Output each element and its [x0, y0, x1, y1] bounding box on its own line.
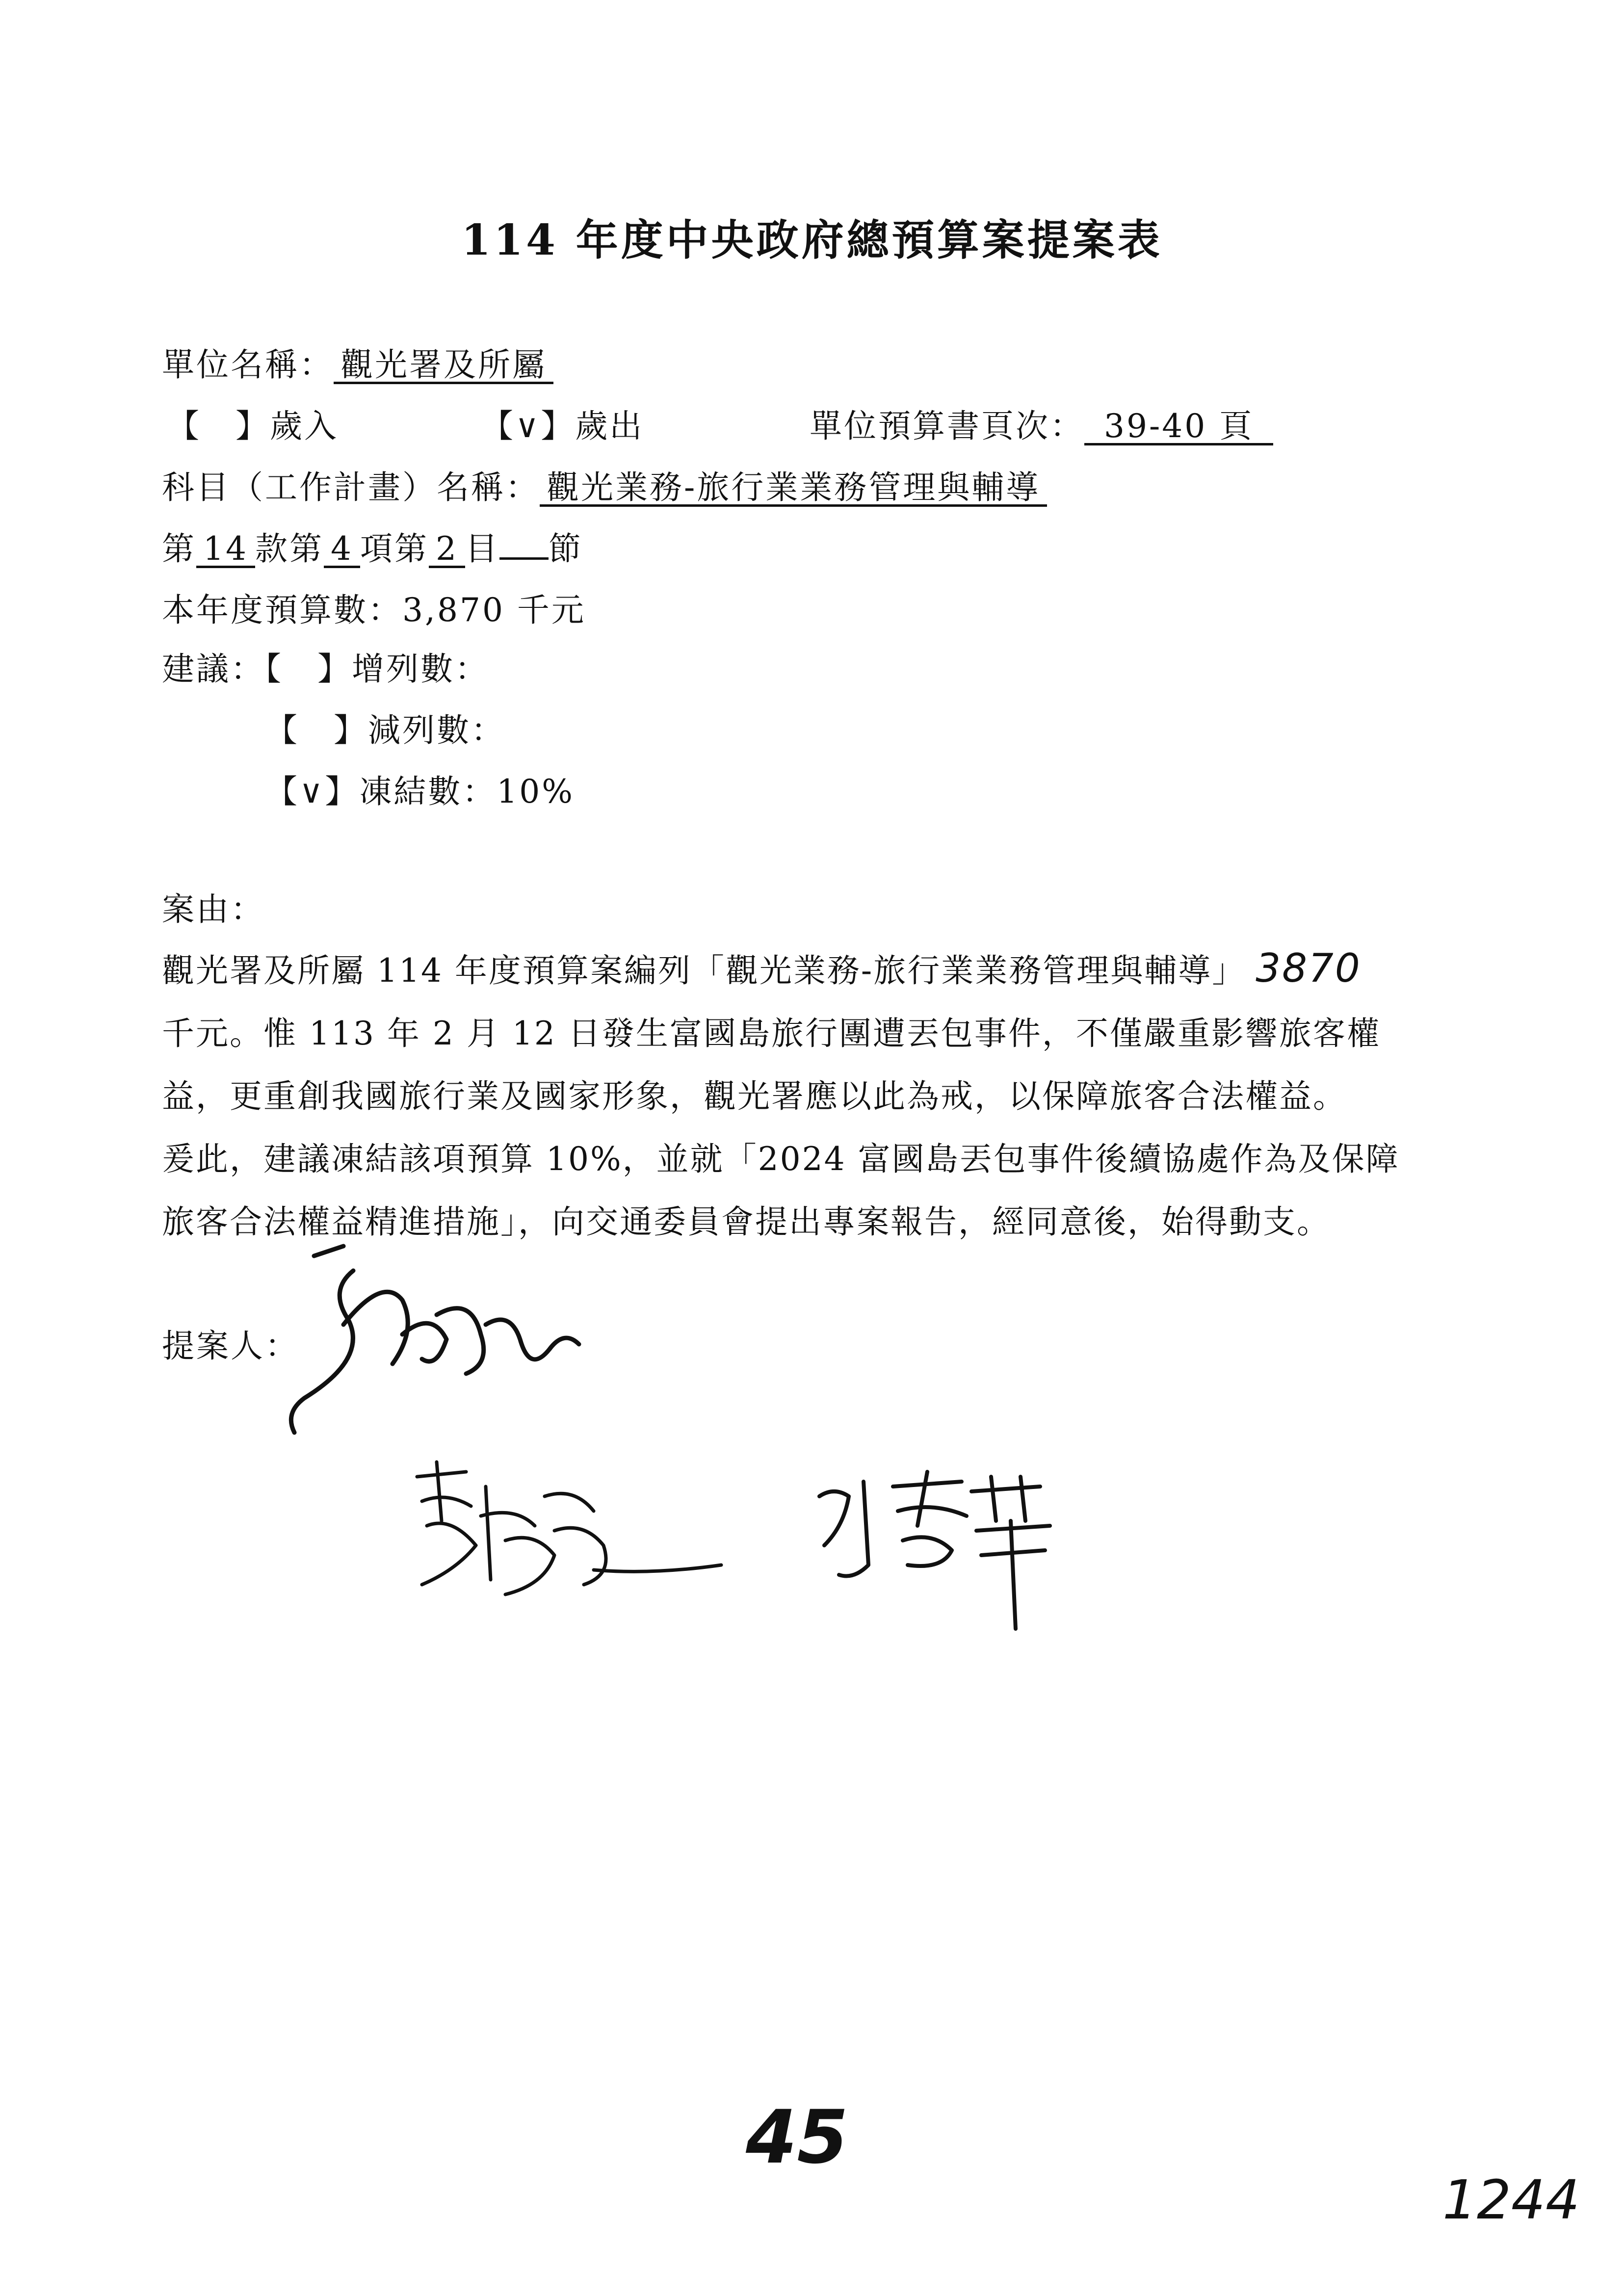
proposer-label: 提案人：: [162, 1327, 299, 1365]
reason-line-1: [162, 937, 1487, 1002]
reason-label: 案由：: [162, 890, 265, 928]
suggest-freeze-row: [265, 765, 575, 812]
unit-name-label: 單位名稱：: [162, 346, 334, 384]
clause-text-5: 節: [548, 530, 583, 568]
clause-row: [162, 522, 583, 569]
reason-line-4: 爰此，建議凍結該項預算 10%，並就「2024 富國島丟包事件後續協處作為及保障: [162, 1140, 1400, 1178]
suggest-increase-row: [162, 643, 489, 689]
clause-jie-blank: [499, 530, 549, 560]
page-reference-value: 39-40 頁: [1084, 409, 1273, 445]
signature-1: [275, 1236, 618, 1457]
clause-text-4: 目: [465, 530, 499, 568]
budget-amount: 本年度預算數：3,870 千元: [162, 591, 586, 629]
clause-xiang: 4: [324, 532, 360, 568]
clause-kuan: 14: [196, 532, 255, 568]
subject-row: [162, 461, 1047, 508]
freeze-label: 凍結數：10%: [359, 773, 575, 810]
signature-2: [407, 1457, 751, 1614]
suggest-label: 建議：: [162, 650, 265, 688]
signature-3: [805, 1467, 1079, 1644]
expense-label: 歲出: [575, 407, 644, 445]
clause-mu: 2: [429, 532, 465, 568]
revenue-label: 歲入: [270, 407, 339, 445]
subject-value: 觀光業務-旅行業業務管理與輔導: [540, 470, 1047, 507]
revenue-checkbox: 【 】: [167, 407, 270, 445]
page-reference: [810, 400, 1273, 446]
clause-text-3: 項第: [360, 530, 429, 568]
increase-label: 增列數：: [352, 650, 489, 688]
clause-text-2: 款第: [255, 530, 324, 568]
suggest-decrease-row: [265, 704, 505, 751]
page-reference-label: 單位預算書頁次：: [810, 407, 1084, 445]
clause-text-1: 第: [162, 530, 196, 568]
freeze-checkbox: 【∨】: [265, 773, 360, 810]
reason-line-5: 旅客合法權益精進措施」，向交通委員會提出專案報告，經同意後，始得動支。: [162, 1203, 1331, 1241]
handwritten-amount: 3870: [1256, 945, 1362, 991]
increase-checkbox: 【 】: [265, 650, 352, 688]
page-title: 114 年度中央政府總預算案提案表: [461, 215, 1163, 265]
decrease-checkbox: 【 】: [265, 711, 368, 749]
reason-line-3: 益，更重創我國旅行業及國家形象，觀光署應以此為戒，以保障旅客合法權益。: [162, 1077, 1347, 1115]
handwritten-corner-number: 1244: [1442, 2168, 1580, 2231]
unit-name-value: 觀光署及所屬: [334, 348, 553, 384]
decrease-label: 減列數：: [368, 711, 505, 749]
expense-option: [481, 400, 644, 446]
revenue-option: [167, 400, 339, 446]
reason-paragraph: [162, 937, 1487, 1253]
handwritten-page-number: 45: [746, 2095, 848, 2180]
expense-checkbox: 【∨】: [481, 407, 576, 445]
subject-label: 科目（工作計畫）名稱：: [162, 469, 540, 506]
unit-name-row: [162, 339, 553, 385]
reason-line-2: 千元。惟 113 年 2 月 12 日發生富國島旅行團遭丟包事件，不僅嚴重影響旅客權: [162, 1015, 1381, 1052]
reason-line-1-text: 觀光署及所屬 114 年度預算案編列「觀光業務-旅行業業務管理與輔導」: [162, 952, 1246, 990]
